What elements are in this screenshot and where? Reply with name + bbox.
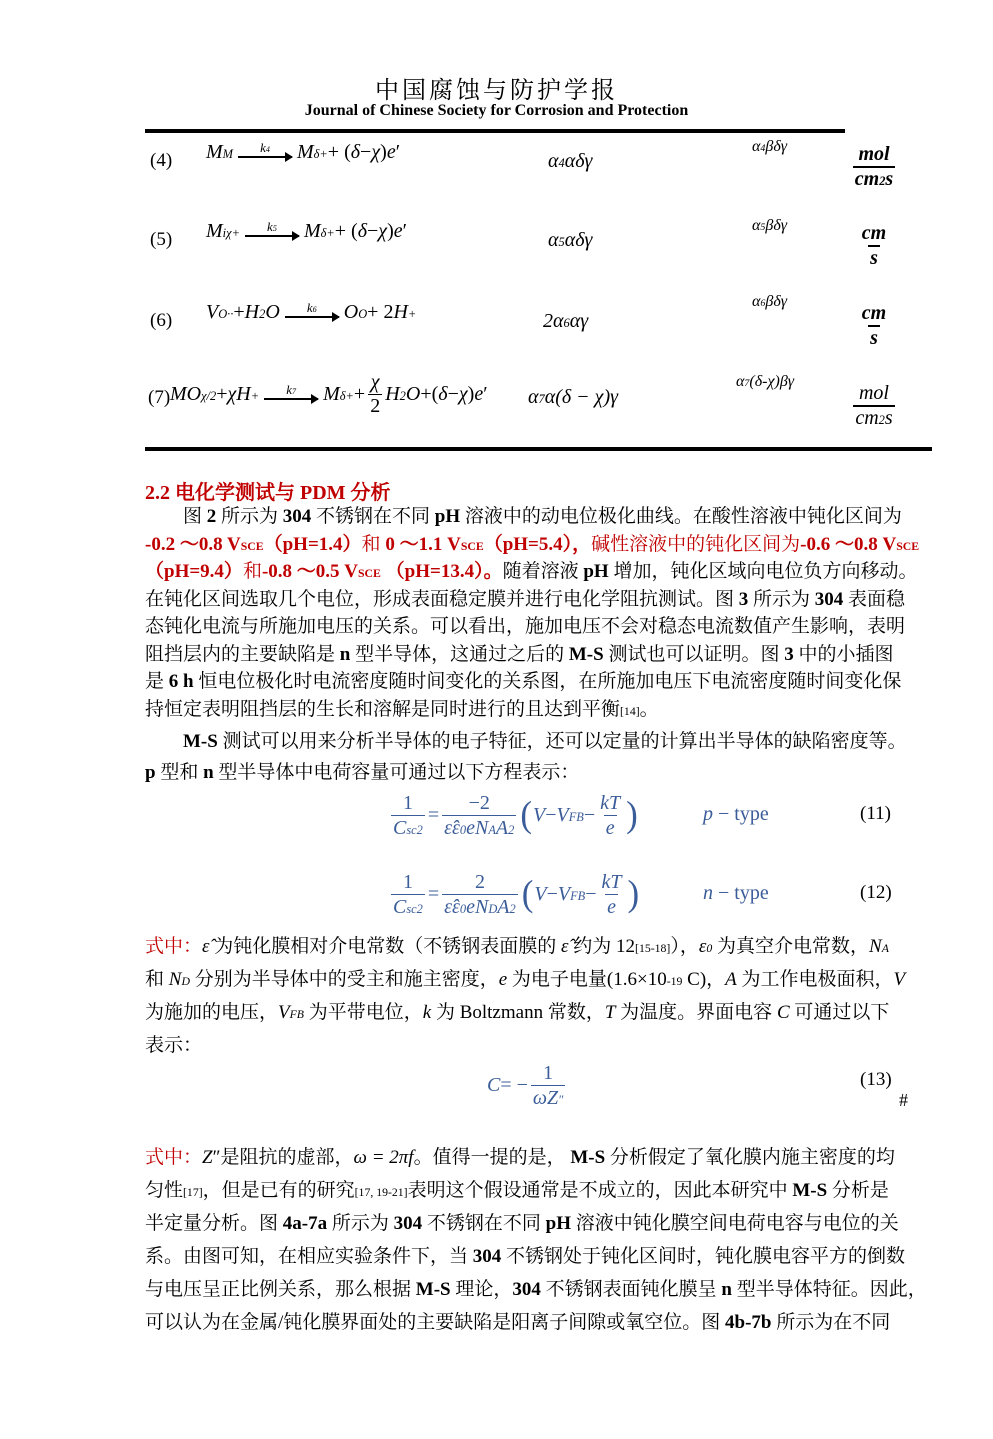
equation-number-7: (7): [148, 387, 171, 408]
reaction-arrow: $k_6$: [285, 302, 339, 323]
paragraph-4: [145, 1141, 927, 1339]
units-6: $\frac{cm}{s}$: [861, 302, 887, 349]
section-heading: 2.2 电化学测试与 PDM 分析: [145, 482, 391, 504]
equation-12-body: $\frac{1}{C_{sc}^2}$ = $\frac{2}{\varepsilon̂\varepsilon_0eN_DA^2}$ ( V − $V_{FB}$ − $\frac{kT}{e}$ ): [393, 870, 640, 918]
text-line: 阻挡层内的主要缺陷是 n 型半导体，这通过之后的 M-S 测试也可以证明。图 3 中的小插图: [145, 643, 894, 665]
equation-12-type-label: n − type: [703, 882, 769, 904]
journal-title-english: Journal of Chinese Society for Corrosion and Protection: [304, 102, 689, 119]
rate-expression-4: $\alpha_4\alpha\delta\gamma$: [548, 150, 593, 172]
equation-number-4: (4): [150, 150, 173, 171]
equation-number-6: (6): [150, 310, 173, 331]
table-top-rule: [145, 129, 845, 133]
rate-expression-7: $\alpha_7\alpha(\delta - \chi)\gamma$: [528, 386, 619, 408]
order-expression-4: $\alpha_4\beta\delta\gamma$: [752, 138, 788, 155]
text-line: 系。由图可知，在相应实验条件下，当 304 不锈钢处于钝化区间时，钝化膜电容平方的倒数: [145, 1246, 906, 1267]
text-line: 与电压呈正比例关系，那么根据 M-S 理论，304 不锈钢表面钝化膜呈 n 型半导体特征。因此，: [145, 1279, 927, 1300]
text-line: p 型和 n 型半导体中电荷容量可通过以下方程表示：: [145, 762, 580, 783]
text-line: -0.2 ～0.8 $V_{SCE}(pH=1.4)$和 0 ～1.1 $V_{SCE}(pH=5.4)$，碱性溶液中的钝化区间为-0.6 ～0.8 $V_{SCE}$: [145, 533, 920, 555]
equation-11-number: (11): [860, 803, 891, 824]
order-expression-7: $\alpha_7(\delta-\chi)\beta\gamma$: [736, 373, 795, 390]
equation-11-body: $\frac{1}{C_{sc}^2}$ = $\frac{-2}{\varepsilon̂\varepsilon_0eN_AA^2}$ ( V − $V_{FB}$ − $\frac{kT}{e}$ ): [393, 791, 638, 839]
equation-12-number: (12): [860, 882, 892, 903]
text-line: 持恒定表明阻挡层的生长和溶解是同时进行的且达到平衡[14]。: [145, 698, 659, 720]
order-expression-5: $\alpha_5\beta\delta\gamma$: [752, 217, 788, 234]
reaction-arrow: $k_4$: [238, 142, 292, 163]
units-7: $\frac{\text{mol}}{cm^2s}$: [855, 382, 893, 429]
table-bottom-rule: [145, 447, 932, 451]
paragraph-3: [145, 930, 906, 1062]
text-line: （pH=9.4）和-0.8 ～0.5 $V_{SCE}$ （pH=13.4）。随着溶液 pH 增加，钝化区域向电位负方向移动。: [145, 561, 918, 582]
journal-title-chinese: 中国腐蚀与防护学报: [375, 78, 618, 104]
order-expression-6: $\alpha_6\beta\delta\gamma$: [752, 293, 788, 310]
equation-11-type-label: p − type: [703, 803, 769, 825]
text-line: 和 $N_D$ 分别为半导体中的受主和施主密度，e 为电子电量($1.6\times 10^{-19}$ C)，A 为工作电极面积，V: [145, 969, 906, 990]
paragraph-1: [145, 503, 920, 723]
equation-number-5: (5): [150, 229, 173, 250]
equation-13-number: (13): [860, 1069, 892, 1090]
text-line: 态钝化电流与所施加电压的关系。可以看出，施加电压不会对稳态电流数值产生影响，表明: [145, 616, 906, 637]
text-line: M-S 测试可以用来分析半导体的电子特征，还可以定量的计算出半导体的缺陷密度等。: [183, 731, 907, 752]
text-line: 表示：: [145, 1035, 203, 1056]
reaction-equation-7: $MO_{\chi/2}$ + χ H+ $k_7$ $M^{\delta+}$ + $\frac{\chi}{2}$ $H_2$ O +( δ − χ ) e ′: [170, 371, 488, 417]
paragraph-2: [145, 726, 907, 788]
text-line: 匀性[17]，但是已有的研究[17, 19-21]表明这个假设通常是不成立的，因此本研究中 M-S 分析是: [145, 1180, 889, 1201]
hash-mark: #: [899, 1090, 908, 1110]
rate-expression-5: $\alpha_5\alpha\delta\gamma$: [548, 229, 593, 251]
reaction-arrow: $k_5$: [245, 221, 299, 242]
equation-13-body: C = − $\frac{1}{\omega Z''}$: [487, 1061, 564, 1109]
text-line: 半定量分析。图 4a-7a 所示为 304 不锈钢在不同 pH 溶液中钝化膜空间电荷电容与电位的关: [145, 1213, 899, 1234]
text-line: 是 6 h 恒电位极化时电流密度随时间变化的关系图，在所施加电压下电流密度随时间变化保: [145, 671, 902, 692]
reaction-equation-4: $M_M$ $k_4$ $M^{\delta+}$ + ( δ − χ ) e ′: [206, 140, 401, 163]
units-4: $\frac{\text{mol}}{cm^2s}$: [854, 143, 894, 190]
text-line: 图 2 所示为 304 不锈钢在不同 pH 溶液中的动电位极化曲线。在酸性溶液中钝化区间为: [183, 506, 902, 527]
units-5: $\frac{cm}{s}$: [861, 222, 887, 269]
text-line: 在钝化区间选取几个电位，形成表面稳定膜并进行电化学阻抗测试。图 3 所示为 304 表面稳: [145, 588, 906, 610]
text-line: 式中：ε̂ 为钝化膜相对介电常数（不锈钢表面膜的 ε̂ 约为 12[15-18]），$\varepsilon_0$ 为真空介电常数，$N_A$: [145, 936, 889, 957]
reaction-equation-5: $M_i^{\chi+}$ $k_5$ $M^{\delta+}$ + ( δ − χ ) e ′: [206, 219, 408, 242]
text-line: 为施加的电压，$V_{FB}$ 为平带电位，k 为 Boltzmann 常数，T 为温度。界面电容 C 可通过以下: [145, 1002, 890, 1023]
rate-expression-6: $2\alpha_6\alpha\gamma$: [543, 310, 589, 332]
reaction-arrow: $k_7$: [264, 384, 318, 405]
reaction-equation-6: $V_O^{\cdot\cdot}$ + $H_2$ O $k_6$ $O_O$ + 2 H+: [206, 300, 417, 323]
text-line: 可以认为在金属/钝化膜界面处的主要缺陷是阳离子间隙或氧空位。图 4b-7b 所示为在不同: [145, 1312, 891, 1333]
text-line: 式中：Z″是阻抗的虚部，ω = 2πf。值得一提的是， M-S 分析假定了氧化膜内施主密度的均: [145, 1147, 895, 1168]
